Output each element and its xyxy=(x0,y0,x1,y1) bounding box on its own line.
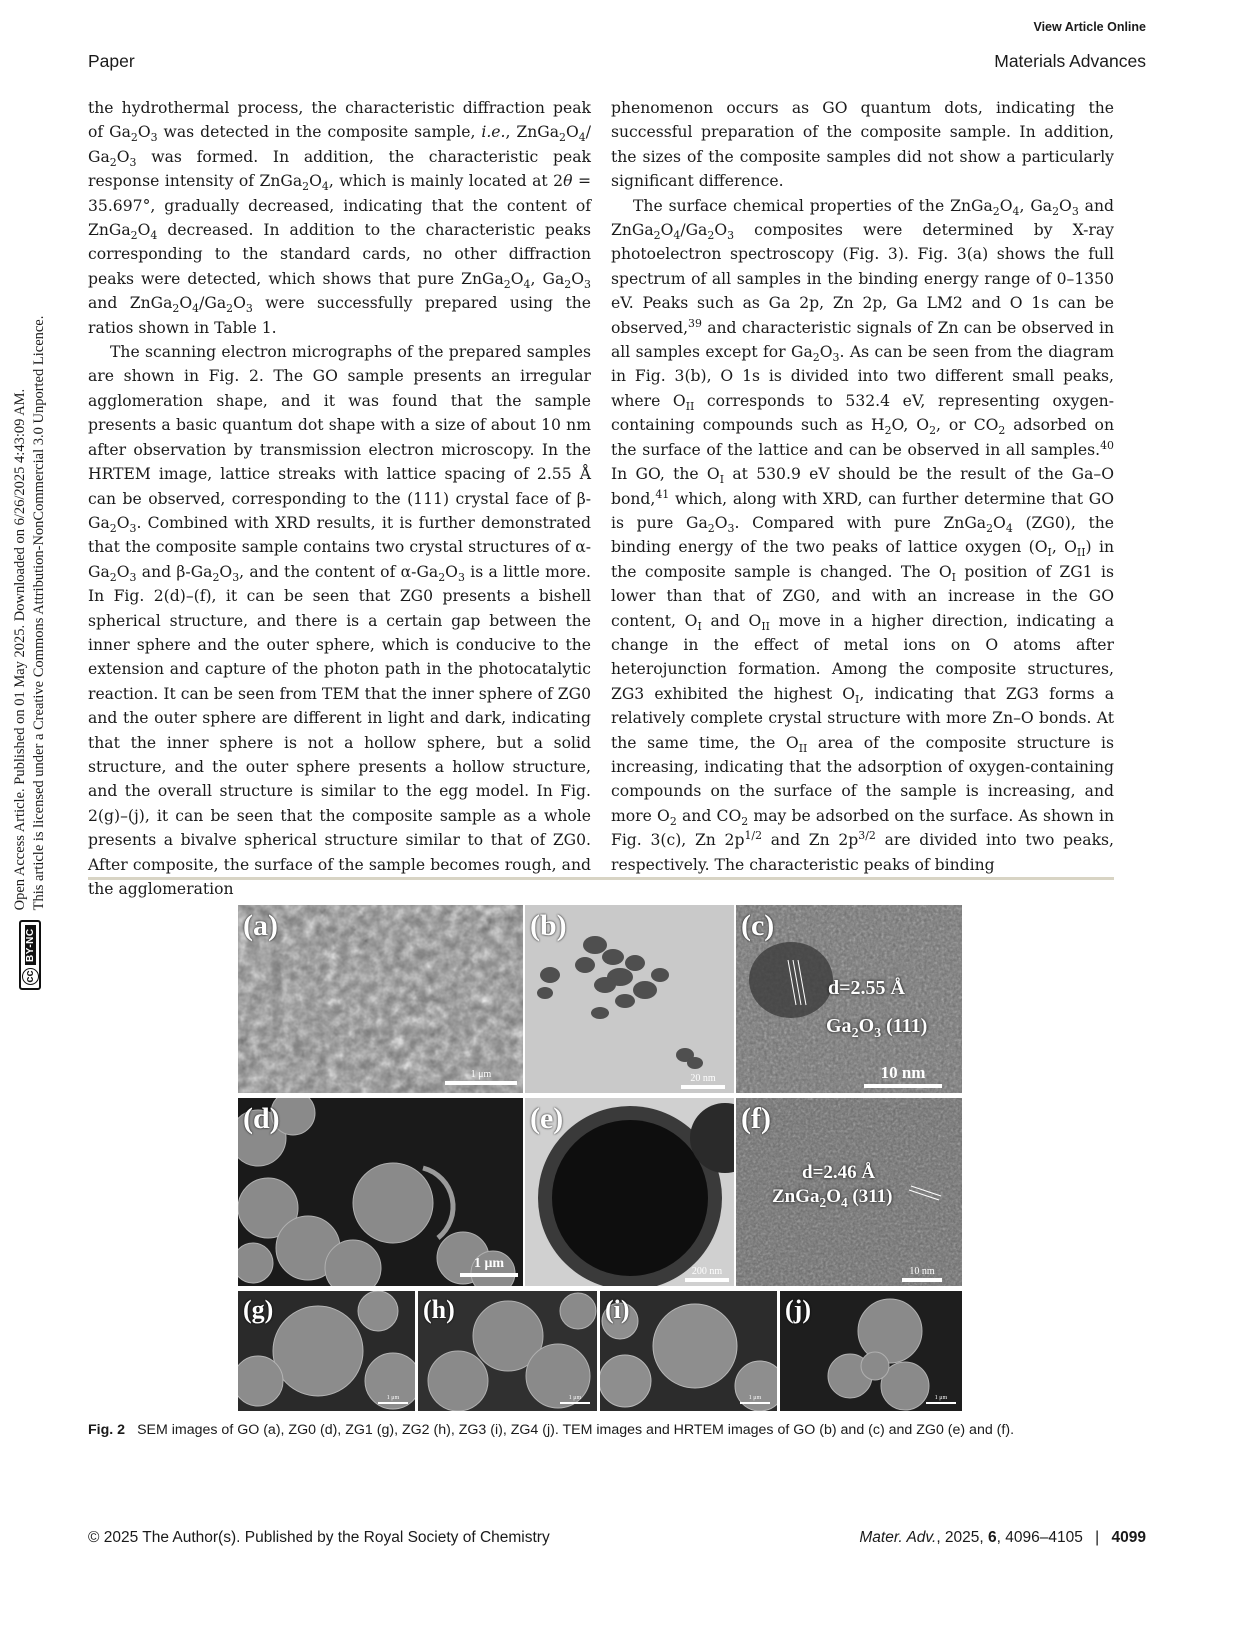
panel-f-hrtem-zg0 xyxy=(736,1098,962,1286)
scale-bar-b: 20 nm xyxy=(681,1073,725,1089)
copyright-footer: © 2025 The Author(s). Published by the Royal Society of Chemistry xyxy=(88,1529,550,1546)
view-article-online-link[interactable]: View Article Online xyxy=(1033,20,1146,34)
panel-label-c: (c) xyxy=(741,909,775,942)
scale-bar-j: 1 μm xyxy=(926,1395,956,1404)
figure-caption xyxy=(88,1422,1118,1438)
lattice-spacing-label-f: d=2.46 Å xyxy=(802,1162,876,1183)
citation-year: , 2025, xyxy=(936,1529,989,1546)
figure-caption-label[interactable]: Fig. 2 xyxy=(88,1422,126,1438)
panel-b-tem-go xyxy=(525,905,734,1093)
scale-bar-g: 1 μm xyxy=(378,1395,408,1404)
lattice-spacing-label-c: d=2.55 Å xyxy=(828,977,905,999)
body-column-right: phenomenon occurs as GO quantum dots, indicating the successful preparation of the composite sample. In addition, the sizes of the composite samples did not show a particularly significant difference. The surface chemical properties of the $ZnGa_2O_4$, $Ga_2O_3$ and $ZnGa_2O_4/Ga_2O_3$ composites were determined by X-ray photoelectron spectroscopy (Fig. 3). Fig. 3(a) shows the full spectrum of all samples in the binding energy range of 0–1350 eV. Peaks such as Ga 2p, Zn 2p, Ga LM2 and O 1s can be observed,$^{39}$ and characteristic signals of Zn can be observed in all samples except for $Ga_2O_3$. As can be seen from the diagram in Fig. 3(b), O 1s is divided into two different small peaks, where $O_{II}$ corresponds to 532.4 eV, representing oxygen-containing compounds such as $H_2O$, $O_2$, or $CO_2$ adsorbed on the surface of the lattice and can be observed in all samples.$^{40}$ In GO, the $O_I$ at 530.9 eV should be the result of the Ga–O bond,$^{41}$ which, along with XRD, can further determine that GO is pure $Ga_2O_3$. Compared with pure $ZnGa_2O_4$ (ZG0), the binding energy of the two peaks of lattice oxygen ($O_I$, $O_{II}$) in the composite sample is changed. The $O_I$ position of ZG1 is lower than that of ZG0, and with an increase in the GO content, $O_I$ and $O_{II}$ move in a higher direction, indicating a change in the effect of metal ions on O atoms after heterojunction formation. Among the composite structures, ZG3 exhibited the highest $O_I$, indicating that ZG3 forms a relatively complete crystal structure with more Zn–O bonds. At the same time, the $O_{II}$ area of the composite structure is increasing, indicating that the adsorption of oxygen-containing compounds on the surface of the sample is increasing, and more $O_2$ and $CO_2$ may be adsorbed on the surface. As shown in Fig. 3(c), Zn $2p^{1/2}$ and Zn $2p^{3/2}$ are divided into two peaks, respectively. The characteristic peaks of binding xyxy=(611,99,1115,874)
panel-d-sem-zg0 xyxy=(238,1098,523,1286)
scale-bar-f: 10 nm xyxy=(902,1266,942,1282)
by-nc-label: BY-NC xyxy=(25,925,36,965)
footer-separator: | xyxy=(1095,1529,1100,1546)
panel-e-tem-zg0 xyxy=(525,1098,734,1286)
crystal-face-label-f: $ZnGa_2O_4$ (311) xyxy=(772,1186,893,1210)
panel-label-a: (a) xyxy=(243,909,278,942)
figure-divider xyxy=(88,877,1114,880)
publication-notice: Open Access Article. Published on 01 May 2025. Downloaded on 6/26/2025 4:43:09 AM. xyxy=(12,388,28,911)
cc-by-nc-badge[interactable] xyxy=(19,920,41,990)
panel-label-h: (h) xyxy=(423,1295,455,1324)
panel-a-sem-go xyxy=(238,905,523,1093)
panel-label-d: (d) xyxy=(243,1102,280,1135)
panel-i-sem-zg3 xyxy=(600,1291,777,1411)
scale-bar-c: 10 nm xyxy=(864,1063,942,1088)
journal-abbreviation: Mater. Adv. xyxy=(859,1529,937,1546)
citation-volume: 6 xyxy=(988,1529,997,1546)
figure-caption-text: SEM images of GO (a), ZG0 (d), ZG1 (g), ZG2 (h), ZG3 (i), ZG4 (j). TEM images and HRTEM images of GO (b) and (c) and ZG0 (e) and (f). xyxy=(137,1422,1015,1438)
page-number: 4099 xyxy=(1111,1529,1146,1546)
journal-header: Materials Advances xyxy=(994,51,1146,71)
figure-2 xyxy=(238,905,962,1411)
section-header: Paper xyxy=(88,51,135,71)
sem-image-go xyxy=(238,905,523,1093)
panel-c-hrtem-go xyxy=(736,905,962,1093)
body-column-left: the hydrothermal process, the characteristic diffraction peak of $Ga_2O_3$ was detected in the composite sample, i.e., $ZnGa_2O_4/$ $Ga_2O_3$ was formed. In addition, the characteristic peak response intensity of $ZnGa_2O_4$, which is mainly located at 2θ = 35.697°, gradually decreased, indicating that the content of $ZnGa_2O_4$ decreased. In addition to the characteristic peaks corresponding to the standard cards, no other diffraction peaks were detected, which shows that pure $ZnGa_2O_4$, $Ga_2O_3$ and $ZnGa_2O_4/Ga_2O_3$ were successfully prepared using the ratios shown in Table 1. The scanning electron micrographs of the prepared samples are shown in Fig. 2. The GO sample presents an irregular agglomeration shape, and it was found that the sample presents a basic quantum dot shape with a size of about 10 nm after observation by transmission electron microscopy. In the HRTEM image, lattice streaks with lattice spacing of 2.55 Å can be observed, corresponding to the (111) crystal face of $\beta-Ga_2O_3$. Combined with XRD results, it is further demonstrated that the composite sample contains two crystal structures of $\alpha-Ga_2O_3$ and $\beta-Ga_2O_3$, and the content of $\alpha-Ga_2O_3$ is a little more. In Fig. 2(d)–(f), it can be seen that ZG0 presents a bishell spherical structure, and there is a certain gap between the inner sphere and the outer sphere, which is conducive to the extension and capture of the photon path in the photocatalytic reaction. It can be seen from TEM that the inner sphere of ZG0 and the outer sphere are different in light and dark, indicating that the inner sphere is not a hollow sphere, but a solid structure, and the outer sphere presents a hollow structure, and the overall structure is similar to the egg model. In Fig. 2(g)–(j), it can be seen that the composite sample as a whole presents a bivalve spherical structure similar to that of ZG0. After composite, the surface of the sample becomes rough, and the agglomeration xyxy=(88,99,592,898)
panel-label-e: (e) xyxy=(530,1102,564,1135)
citation-footer xyxy=(859,1529,1146,1547)
scale-bar-d: 1 μm xyxy=(460,1256,518,1277)
panel-label-g: (g) xyxy=(243,1295,274,1324)
crystal-face-label-c: $Ga_2O_3$ (111) xyxy=(826,1015,928,1041)
panel-label-b: (b) xyxy=(530,909,567,942)
scale-bar-a: 1 μm xyxy=(445,1069,517,1085)
licence-notice[interactable]: This article is licensed under a Creative Commons Attribution-NonCommercial 3.0 Unported Licence. xyxy=(31,315,47,911)
panel-label-f: (f) xyxy=(741,1102,771,1135)
panel-j-sem-zg4 xyxy=(780,1291,962,1411)
panel-g-sem-zg1 xyxy=(238,1291,415,1411)
scale-bar-e: 200 nm xyxy=(685,1266,729,1282)
scale-bar-i: 1 μm xyxy=(740,1395,770,1404)
citation-pages: , 4096–4105 xyxy=(996,1529,1083,1546)
panel-label-j: (j) xyxy=(785,1295,811,1324)
panel-h-sem-zg2 xyxy=(418,1291,597,1411)
scale-bar-h: 1 μm xyxy=(560,1395,590,1404)
cc-icon: cc xyxy=(22,968,39,985)
panel-label-i: (i) xyxy=(605,1295,630,1324)
open-access-notice xyxy=(4,70,56,990)
